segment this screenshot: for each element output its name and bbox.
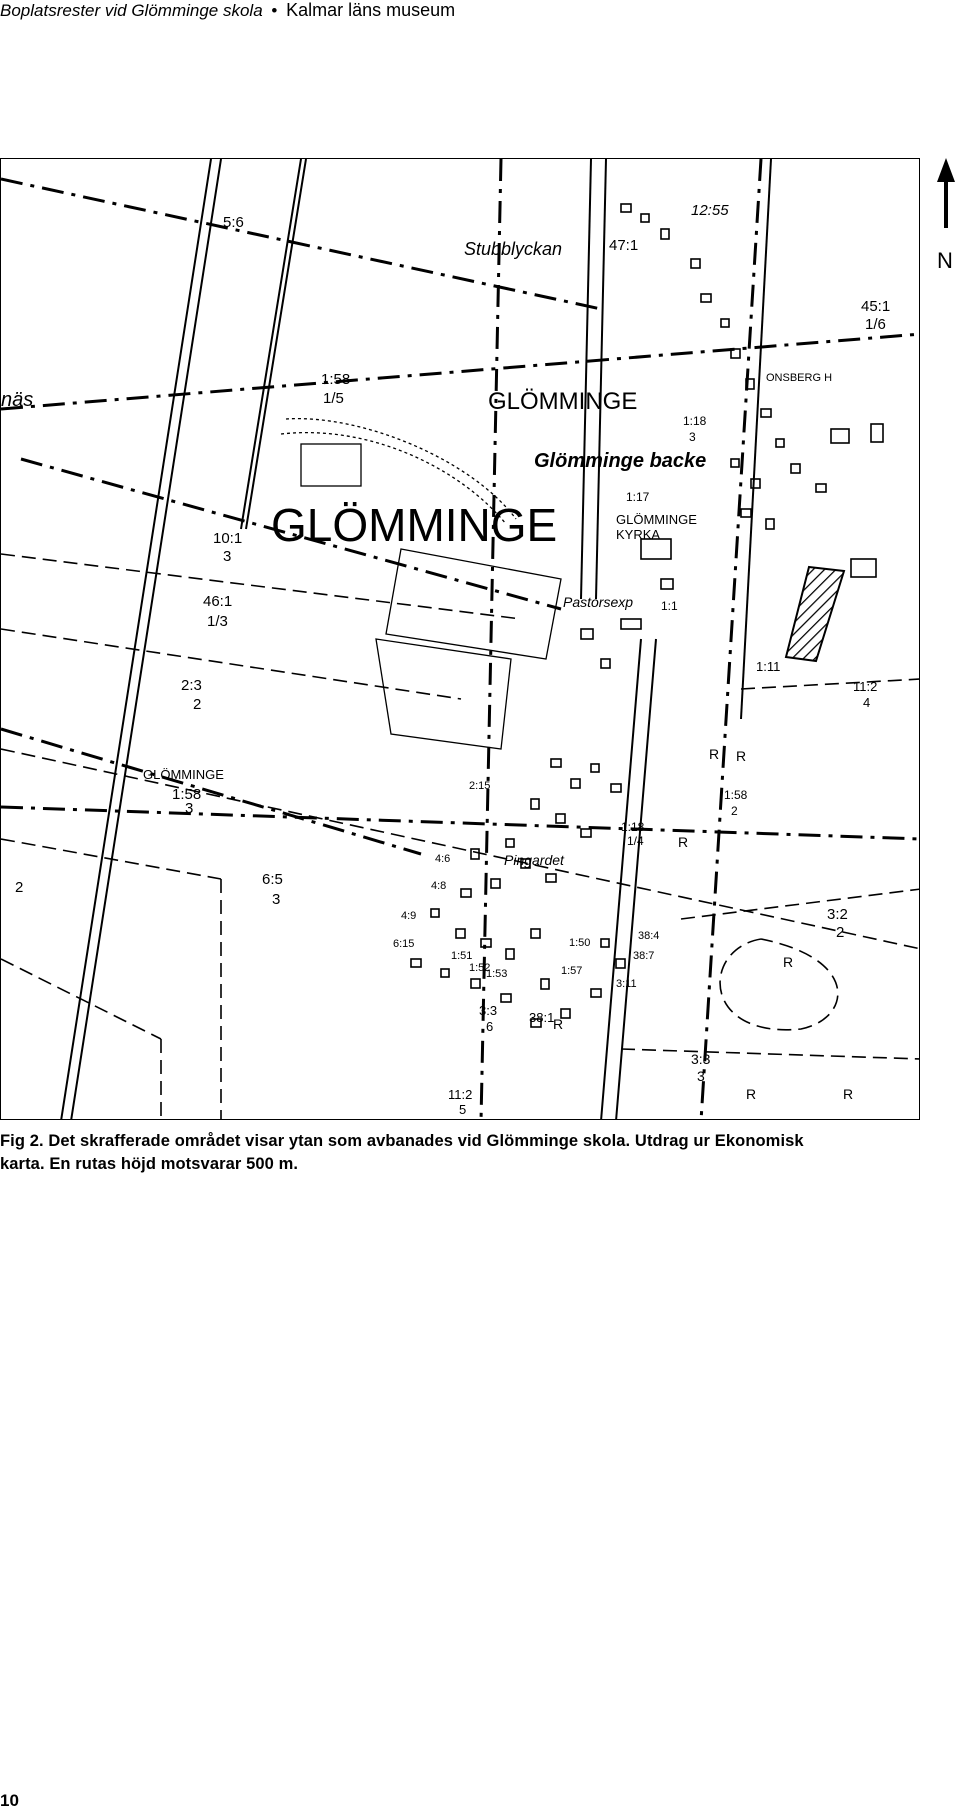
parcel-label: 1/3	[207, 613, 228, 630]
parcel-label: R	[709, 746, 720, 762]
parcel-label: R	[553, 1016, 564, 1032]
running-header	[0, 0, 455, 22]
parcel-label: 2	[836, 924, 845, 941]
parcel-label: 5	[459, 1102, 467, 1117]
caption-line-1: Fig 2. Det skrafferade området visar ytan som avbanades vid Glömminge skola. Utdrag ur Ekonomisk	[0, 1132, 804, 1150]
parcel-label: 3:2	[827, 906, 848, 923]
place-name-kyrka-2: KYRKA	[616, 527, 661, 542]
parcel-label: R	[746, 1086, 757, 1102]
place-name-pingardet: Pingardet	[504, 852, 564, 868]
figure-caption	[0, 1130, 930, 1176]
parcel-label: 3	[272, 891, 281, 908]
place-name-backe: Glömminge backe	[534, 450, 707, 472]
parcel-label: 47:1	[609, 237, 639, 254]
parcel-label: 1/4	[627, 834, 644, 848]
road-lines	[61, 159, 771, 1120]
parcel-label: 38:7	[633, 950, 655, 962]
place-name-kyrka-1: GLÖMMINGE	[616, 512, 697, 527]
parcel-label: 2:3	[181, 677, 202, 694]
parcel-label: 1:11	[756, 659, 781, 674]
parcel-lines	[1, 554, 920, 1120]
parcel-label: 38:1	[529, 1010, 555, 1025]
parcel-label: 1:58	[321, 371, 351, 388]
parcel-label: 12:55	[691, 202, 729, 219]
parcel-label: 1:58	[724, 788, 748, 802]
parcel-label: 10:1	[213, 530, 243, 547]
parcel-label: 1:53	[486, 968, 508, 980]
parcel-label: 38:4	[638, 930, 660, 942]
parcel-label: R	[843, 1086, 854, 1102]
parcel-label: 4:6	[435, 853, 451, 865]
parcel-label: 2	[731, 804, 738, 818]
place-name-west: GLÖMMINGE	[143, 767, 224, 782]
parcel-label: 11:2	[448, 1087, 473, 1102]
parcel-label: 1:52	[469, 962, 491, 974]
parcel-label: 3:3	[691, 1051, 711, 1067]
parcel-label: 1:1	[661, 599, 678, 613]
parcel-label: 5:6	[223, 214, 244, 231]
parcel-label: 46:1	[203, 593, 233, 610]
parcel-label: 45:1	[861, 298, 891, 315]
parcel-label: 2:15	[469, 780, 491, 792]
parcel-label: 1:18	[621, 820, 645, 834]
north-arrow	[934, 156, 958, 276]
map-drawing	[1, 159, 920, 1120]
publisher-name: Kalmar läns museum	[286, 0, 456, 20]
parcel-label: 1:57	[561, 965, 583, 977]
place-name-onsberg: ONSBERG H	[766, 372, 833, 384]
place-name-nas: näs	[1, 389, 34, 411]
parcel-label: 1:58	[172, 786, 202, 803]
field-outlines	[281, 419, 561, 749]
parcel-label: 4	[863, 695, 871, 710]
excavated-area-hatched	[786, 567, 844, 661]
economic-map-figure	[0, 158, 920, 1120]
parcel-label: 3:3	[479, 1003, 498, 1018]
parcel-label: 4:8	[431, 880, 447, 892]
parcel-label: R	[736, 748, 747, 764]
parcel-label: 1:17	[626, 490, 650, 504]
parcel-label: 6:5	[262, 871, 283, 888]
boundary-lines	[1, 159, 920, 1120]
north-label: N	[937, 248, 953, 273]
parcel-label: 3:11	[616, 978, 637, 990]
parcel-label: 1/5	[323, 390, 344, 407]
place-name-pastorsexp: Pastorsexp	[563, 594, 634, 610]
parcel-label: 3	[185, 800, 194, 817]
parcel-label: 3	[689, 430, 696, 444]
parcel-label: R	[783, 954, 794, 970]
map-parcel-labels	[15, 202, 890, 1117]
caption-line-2: karta. En rutas höjd motsvarar 500 m.	[0, 1155, 299, 1173]
parcel-label: 2	[193, 696, 202, 713]
parcel-label: 11:2	[853, 679, 878, 694]
place-name-stubblyckan: Stubblyckan	[464, 239, 563, 259]
parcel-label: 4:9	[401, 910, 417, 922]
parcel-label: 1:18	[683, 414, 707, 428]
parcel-label: 2	[15, 879, 24, 896]
parcel-label: 6	[486, 1019, 494, 1034]
parcel-label: 1:51	[451, 950, 473, 962]
parcel-label: 3	[223, 548, 232, 565]
north-arrow-icon	[934, 156, 958, 276]
parcel-label: 1/6	[865, 316, 886, 333]
header-separator: •	[271, 1, 278, 20]
parcel-label: 1:50	[569, 937, 591, 949]
page-number: 10	[0, 1791, 19, 1810]
place-name-village: GLÖMMINGE	[488, 388, 638, 415]
place-name-main: GLÖMMINGE	[271, 499, 558, 551]
parcel-label: 6:15	[393, 938, 415, 950]
parcel-label: 3	[697, 1068, 705, 1084]
document-title: Boplatsrester vid Glömminge skola	[0, 1, 263, 20]
parcel-label: R	[678, 834, 689, 850]
